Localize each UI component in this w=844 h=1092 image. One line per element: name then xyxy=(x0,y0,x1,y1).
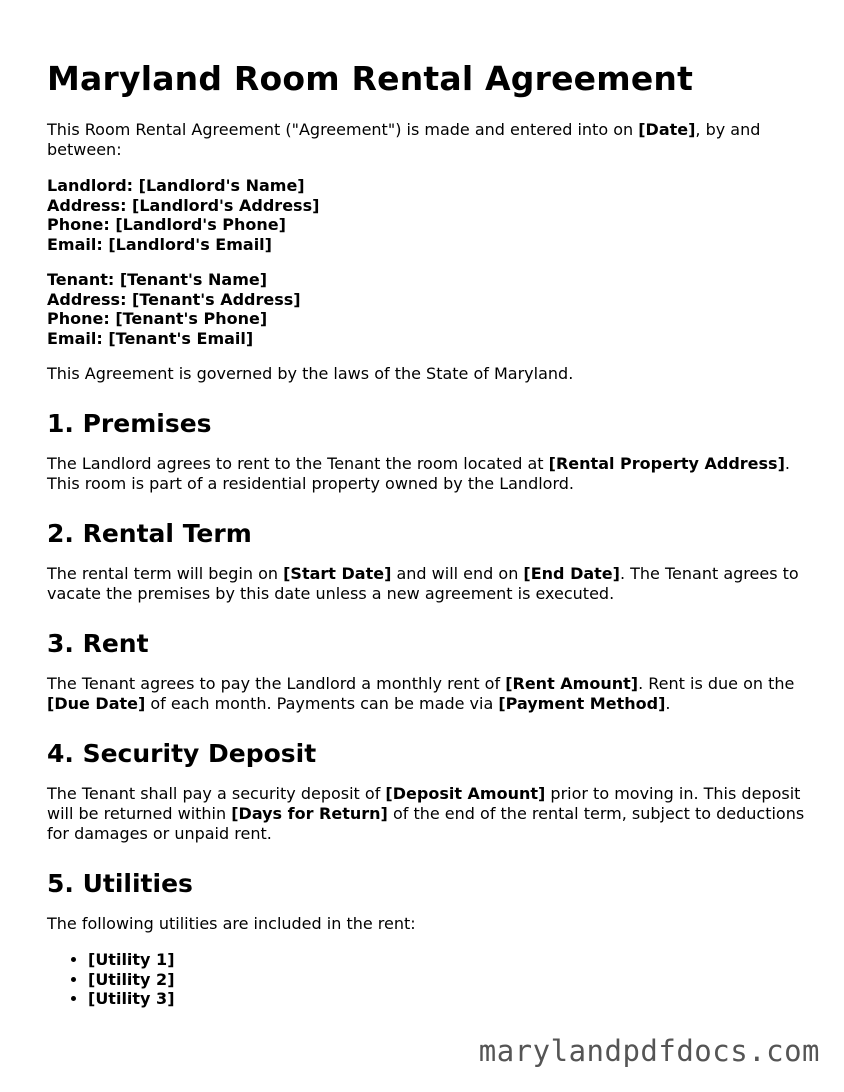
utilities-list xyxy=(47,950,807,1009)
footer-watermark: marylandpdfdocs.com xyxy=(478,1034,820,1068)
landlord-address: Address: [Landlord's Address] xyxy=(47,195,320,215)
section-text: The Tenant agrees to pay the Landlord a monthly rent of [Rent Amount]. Rent is due on the [Due Date] of each month. Payments can be made via [Payment Method]. xyxy=(47,674,795,713)
document-page xyxy=(47,56,807,1009)
tenant-info xyxy=(47,270,807,348)
landlord-email: Email: [Landlord's Email] xyxy=(47,234,272,254)
list-item: • [Utility 3] xyxy=(88,989,807,1009)
landlord-phone: Phone: [Landlord's Phone] xyxy=(47,215,286,234)
section-heading: 3. Rent xyxy=(47,629,149,658)
section-rent xyxy=(47,628,807,714)
section-premises xyxy=(47,408,807,494)
tenant-phone: Phone: [Tenant's Phone] xyxy=(47,309,268,328)
section-heading: 2. Rental Term xyxy=(47,519,252,548)
tenant-address: Address: [Tenant's Address] xyxy=(47,289,301,309)
intro-paragraph: This Room Rental Agreement ("Agreement") is made and entered into on [Date], by and between: xyxy=(47,120,761,159)
section-utilities xyxy=(47,868,807,1009)
governing-law: This Agreement is governed by the laws of the State of Maryland. xyxy=(47,364,574,383)
section-heading: 5. Utilities xyxy=(47,869,193,898)
section-heading: 4. Security Deposit xyxy=(47,739,317,768)
document-title: Maryland Room Rental Agreement xyxy=(47,59,694,98)
landlord-info xyxy=(47,176,807,254)
section-text: The following utilities are included in the rent: xyxy=(47,914,416,933)
list-item: • [Utility 1] xyxy=(88,950,807,970)
tenant-name: Tenant: [Tenant's Name] xyxy=(47,270,268,289)
section-text: The Tenant shall pay a security deposit of [Deposit Amount] prior to moving in. This deposit will be returned within [Days for Return] of the end of the rental term, subject to deductions for damages or unpaid rent. xyxy=(47,784,805,843)
section-security-deposit xyxy=(47,738,807,844)
section-text: The Landlord agrees to rent to the Tenant the room located at [Rental Property Address]. This room is part of a residential property owned by the Landlord. xyxy=(47,454,790,493)
date-placeholder: [Date] xyxy=(638,120,696,139)
landlord-name: Landlord: [Landlord's Name] xyxy=(47,176,305,195)
section-heading: 1. Premises xyxy=(47,409,212,438)
section-text: The rental term will begin on [Start Date] and will end on [End Date]. The Tenant agrees to vacate the premises by this date unless a new agreement is executed. xyxy=(47,564,799,603)
list-item: • [Utility 2] xyxy=(88,970,807,990)
section-rental-term xyxy=(47,518,807,604)
tenant-email: Email: [Tenant's Email] xyxy=(47,328,254,348)
